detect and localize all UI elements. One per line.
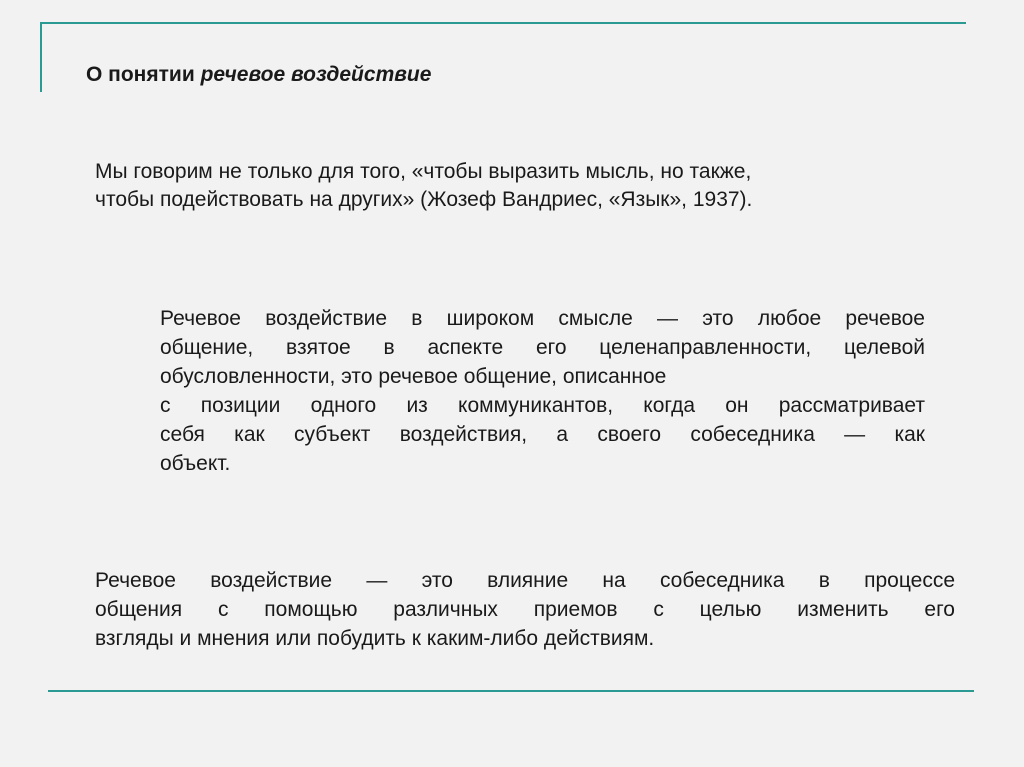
slide-title: [86, 63, 431, 87]
quote-line: Мы говорим не только для того, «чтобы выразить мысль, но также,: [95, 160, 752, 183]
title-prefix: О понятии: [86, 63, 201, 86]
quote-line: чтобы подействовать на других» (Жозеф Вандриес, «Язык», 1937).: [95, 188, 753, 211]
broad-definition-line: общение, взятое в аспекте его целенаправленности, целевой: [160, 336, 925, 359]
narrow-definition-paragraph: [95, 566, 955, 653]
narrow-definition-line: общения с помощью различных приемов с целью изменить его: [95, 598, 955, 621]
top-divider: [40, 22, 966, 24]
broad-definition-line: Речевое воздействие в широком смысле — это любое речевое: [160, 307, 925, 330]
quote-paragraph: [95, 158, 925, 214]
broad-definition-line: себя как субъект воздействия, а своего собеседника — как: [160, 423, 925, 446]
narrow-definition-line: Речевое воздействие — это влияние на собеседника в процессе: [95, 569, 955, 592]
broad-definition-paragraph: [160, 304, 925, 478]
broad-definition-line: объект.: [160, 452, 231, 475]
broad-definition-line: обусловленности, это речевое общение, описанное: [160, 365, 667, 388]
left-accent-line: [40, 22, 42, 92]
bottom-divider: [48, 690, 974, 692]
narrow-definition-line: взгляды и мнения или побудить к каким-либо действиям.: [95, 627, 655, 650]
broad-definition-line: с позиции одного из коммуникантов, когда он рассматривает: [160, 394, 925, 417]
title-emphasis: речевое воздействие: [200, 63, 432, 86]
